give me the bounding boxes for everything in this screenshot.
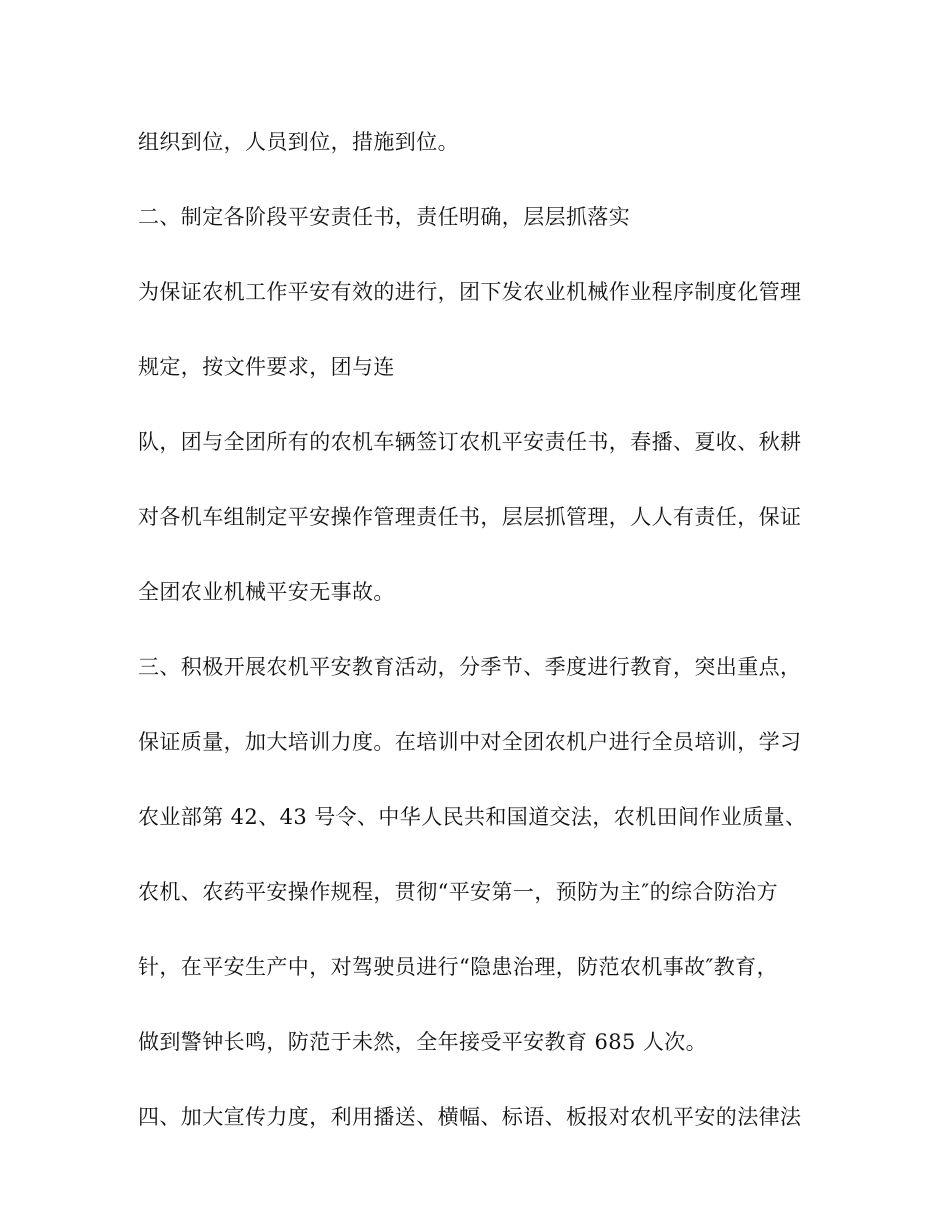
- section-heading: 二、制定各阶段平安责任书，责任明确，层层抓落实: [138, 205, 631, 229]
- text-line: 规定，按文件要求，团与连: [138, 355, 395, 379]
- text-line: 针，在平安生产中，对驾驶员进行“隐患治理，防范农机事故″教育，: [138, 955, 778, 979]
- text-line: 对各机车组制定平安操作管理责任书，层层抓管理，人人有责任，保证: [138, 505, 802, 529]
- section-heading: 四、加大宣传力度，利用播送、横幅、标语、板报对农机平安的法律法: [138, 1105, 802, 1129]
- text-line: 做到警钟长鸣，防范于未然，全年接受平安教育 685 人次。: [138, 1030, 708, 1054]
- text-line: 保证质量，加大培训力度。在培训中对全团农机户进行全员培训，学习: [138, 730, 802, 754]
- text-line: 队，团与全团所有的农机车辆签订农机平安责任书，春播、夏收、秋耕: [138, 430, 802, 454]
- section-heading: 三、积极开展农机平安教育活动，分季节、季度进行教育，突出重点，: [138, 655, 802, 679]
- text-line: 全团农业机械平安无事故。: [138, 580, 395, 604]
- text-line: 农业部第 42、43 号令、中华人民共和国道交法，农机田间作业质量、: [138, 805, 807, 829]
- text-line: 农机、农药平安操作规程，贯彻“平安第一，预防为主″的综合防治方: [138, 880, 778, 904]
- text-line: 为保证农机工作平安有效的进行，团下发农业机械作业程序制度化管理: [138, 280, 802, 304]
- text-line: 组织到位，人员到位，措施到位。: [138, 130, 459, 154]
